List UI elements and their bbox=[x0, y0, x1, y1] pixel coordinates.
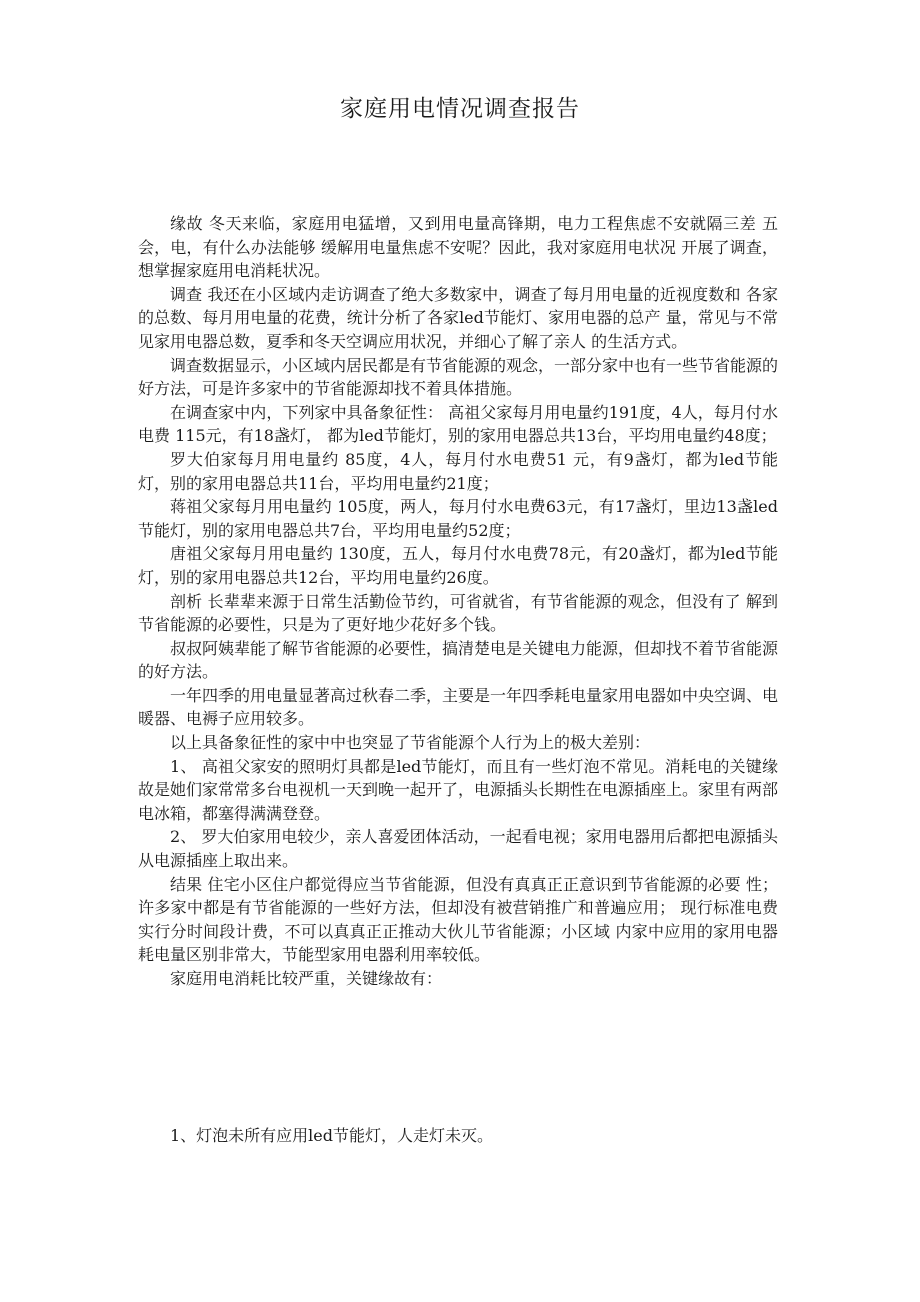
paragraph-reason: 缘故 冬天来临，家庭用电猛增，又到用电量高锋期，电力工程焦虑不安就隔三差 五会，电，有什么办法能够 缓解用电量焦虑不安呢？因此，我对家庭用电状况 开展了调查，想掌握家庭用电消耗状况。 bbox=[138, 214, 778, 281]
paragraph-household-tang: 唐祖父家每月用电量约 130度，五人，每月付水电费78元，有20盏灯，都为led节能灯，别的家用电器总共12台，平均用电量约26度。 bbox=[138, 544, 778, 587]
paragraph-differences: 以上具备象征性的家中中也突显了节省能源个人行为上的极大差别： bbox=[170, 733, 651, 753]
paragraph-survey: 调查 我还在小区域内走访调查了绝大多数家中，调查了每月用电量的近视度数和 各家的总数、每月用电量的花费，统计分析了各家led节能灯、家用电器的总产 量，常见与不常见家用电器总数，夏季和冬天空调应用状况，并细心了解了亲人 的生活方式。 bbox=[138, 284, 778, 351]
paragraph-analysis: 剖析 长辈辈来源于日常生活勤俭节约，可省就省，有节省能源的观念，但没有了 解到节省能源的必要性，只是为了更好地少花好多个钱。 bbox=[138, 591, 778, 635]
paragraph-household-luo: 罗大伯家每月用电量约 85度，4人，每月付水电费51 元，有9盏灯，都为led节能灯，别的家用电器总共11台，平均用电量约21度； bbox=[138, 449, 778, 493]
paragraph-main-reasons: 家庭用电消耗比较严重，关键缘故有： bbox=[170, 969, 443, 988]
paragraph-point-1: 1、 高祖父家安的照明灯具都是led节能灯，而且有一些灯泡不常见。消耗电的关键缘故是她们家常常多台电视机一天到晚一起开了，电源插头长期性在电源插座上。家里有两部电冰箱，都塞得满满登登。 bbox=[138, 756, 779, 823]
document-body bbox=[138, 212, 778, 991]
paragraph-result: 结果 住宅小区住户都觉得应当节省能源，但没有真真正正意识到节省能源的必要 性；许多家中都是有节省能源的一些好方法，但却没有被营销推广和普遍应用； 现行标准电费实行分时间段计费，不可以真真正正推动大伙儿节省能源；小区域 内家中应用的家用电器耗电量区别非常大，节能型家用电器利用率较低。 bbox=[138, 874, 778, 965]
document-title: 家庭用电情况调查报告 bbox=[340, 96, 580, 122]
paragraph-household-great-grandfather: 在调查家中内，下列家中具备象征性： 高祖父家每月用电量约191度，4人，每月付水电费 115元，有18盏灯， 都为led节能灯，别的家用电器总共13台，平均用电量约48度； bbox=[138, 402, 778, 446]
paragraph-seasonal: 一年四季的用电量显著高过秋春二季，主要是一年四季耗电量家用电器如中央空调、电暖器、电褥子应用较多。 bbox=[138, 685, 779, 729]
paragraph-point-2: 2、 罗大伯家用电较少，亲人喜爱团体活动，一起看电视；家用电器用后都把电源插头从电源插座上取出来。 bbox=[138, 827, 778, 871]
paragraph-household-jiang: 蒋祖父家每月用电量约 105度，两人，每月付水电费63元，有17盏灯，里边13盏led节能灯，别的家用电器总共7台，平均用电量约52度； bbox=[138, 497, 778, 540]
paragraph-survey-data: 调查数据显示，小区域内居民都是有节省能源的观念，一部分家中也有一些节省能源的好方法，可是许多家中的节省能源却找不着具体措施。 bbox=[138, 355, 779, 399]
paragraph-reason-item-1: 1、灯泡未所有应用led节能灯，人走灯未灭。 bbox=[170, 1126, 494, 1145]
paragraph-middle-generation: 叔叔阿姨辈能了解节省能源的必要性，搞清楚电是关键电力能源，但却找不着节省能源的好方法。 bbox=[138, 638, 779, 682]
